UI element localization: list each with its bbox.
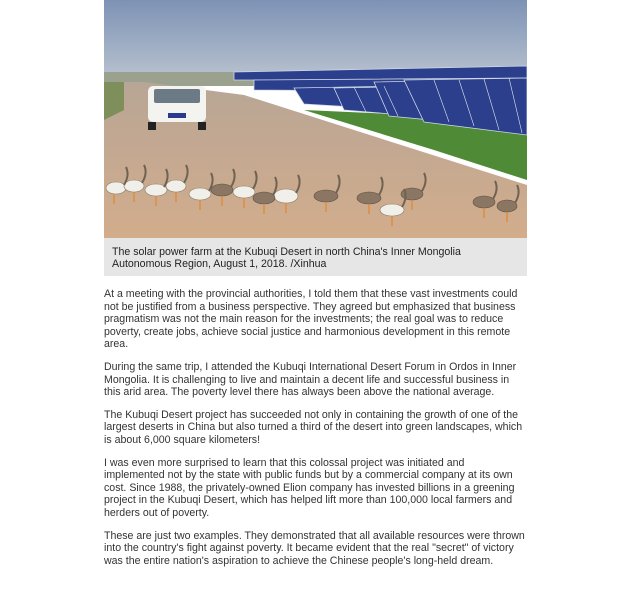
article-body: [104, 276, 527, 567]
article: [104, 0, 527, 577]
paragraph-4: I was even more surprised to learn that this colossal project was initiated and implemented not by the state with public funds but by a commercial company at its own cost. Since 1988, the privately-owned Elion company has invested billions in a greening project in the Kubuqi Desert, which has helped lift more than 100,000 local farmers and herders out of poverty.: [104, 456, 515, 519]
paragraph-3: The Kubuqi Desert project has succeeded not only in containing the growth of one of the largest deserts in China but also turned a third of the desert into green landscapes, which is about 6,000 square kilometers!: [104, 408, 523, 446]
paragraph-2: During the same trip, I attended the Kubuqi International Desert Forum in Ordos in Inner Mongolia. It is challenging to live and maintain a decent life and successful business in this arid area. The poverty level there has always been above the national average.: [104, 360, 517, 399]
solar-farm-photo: [104, 0, 527, 238]
photo-caption-box: [104, 238, 527, 276]
paragraph-5: These are just two examples. They demonstrated that all available resources were thrown into the country's fight against poverty. It became evident that the real "secret" of victory was the entire nation's aspiration to achieve the Chinese people's long-held dream.: [104, 529, 525, 567]
paragraph-1: At a meeting with the provincial authorities, I told them that these vast investments could not be justified from a business perspective. They agreed but emphasized that business pragmatism was not the main reason for the investments; the real goal was to reduce poverty, create jobs, achieve social justice and harmonious development in this remote area.: [104, 288, 518, 351]
photo-caption: The solar power farm at the Kubuqi Desert in north China's Inner Mongolia Autonomous Region, August 1, 2018. /Xinhua: [112, 246, 461, 270]
photo-illustration: [104, 0, 527, 238]
